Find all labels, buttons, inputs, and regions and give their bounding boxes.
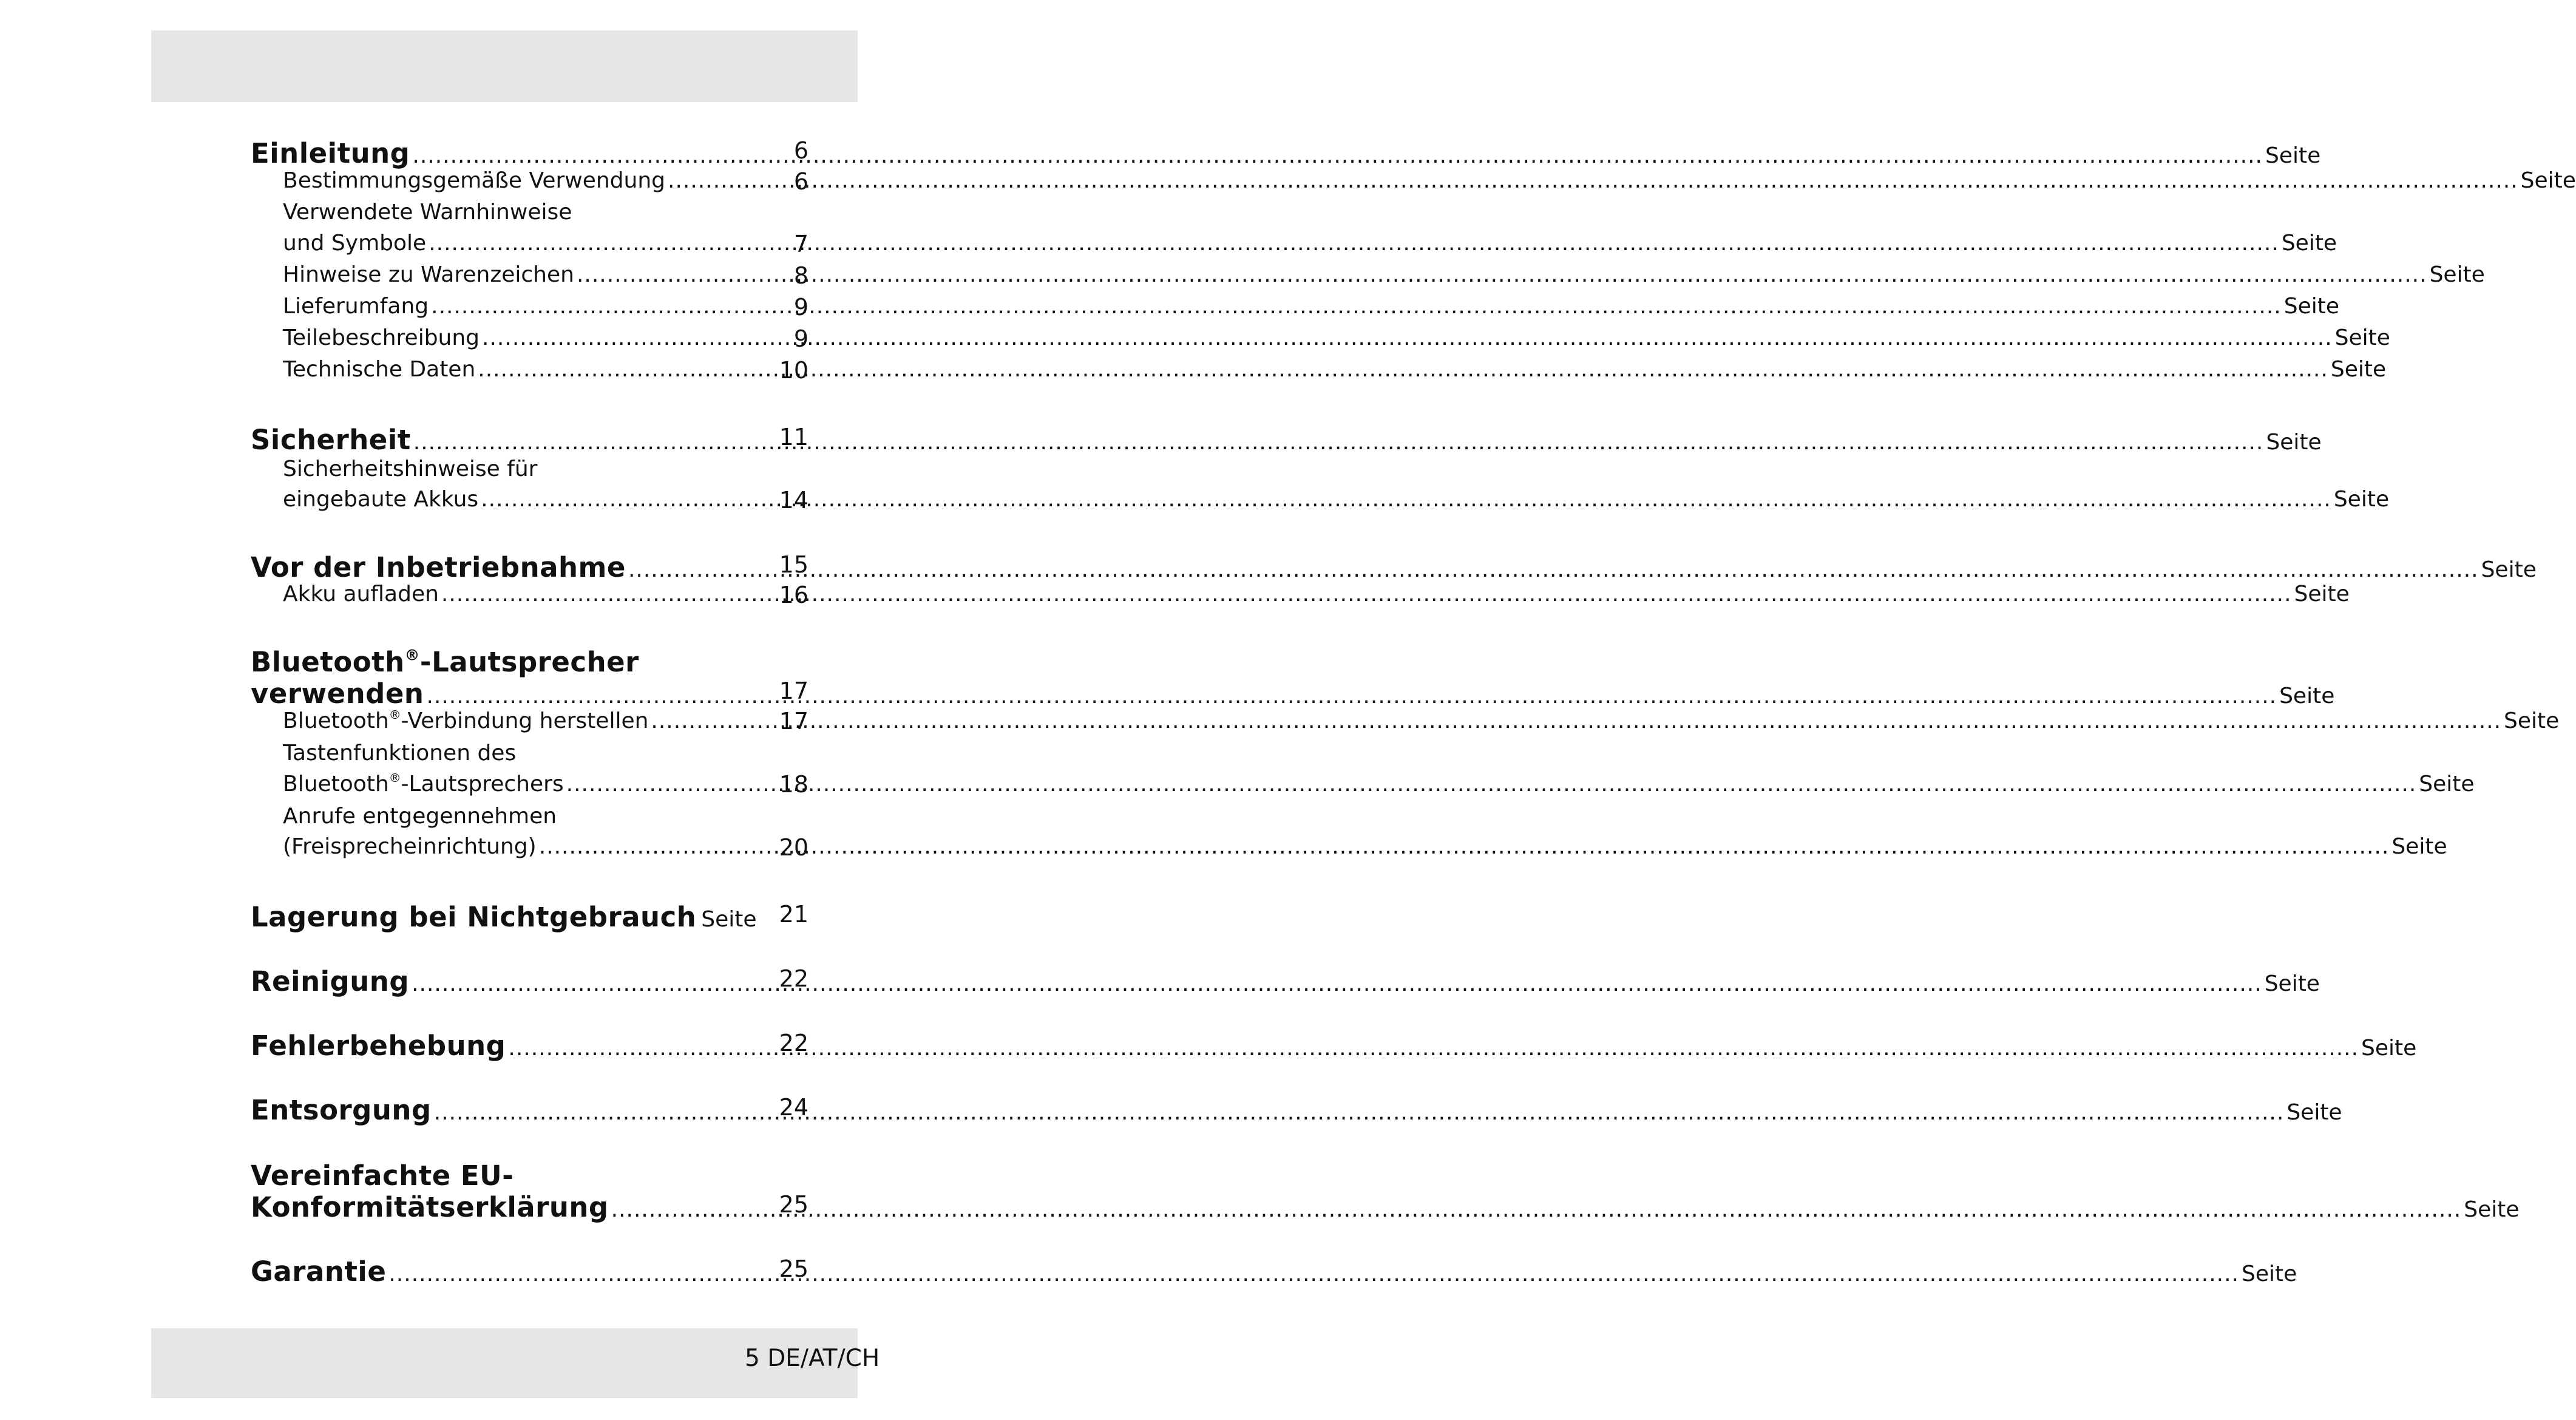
- toc-entry-warenzeichen[interactable]: [0, 262, 2485, 299]
- toc-seite-label: Seite: [2520, 168, 2576, 193]
- toc-page-number: 22: [779, 1030, 808, 1056]
- toc-seite-label: Seite: [2241, 1262, 2297, 1286]
- toc-entry-bluetooth-verbindung[interactable]: [0, 708, 2560, 744]
- toc-entry-lieferumfang[interactable]: [0, 294, 2340, 330]
- toc-entry-anrufe[interactable]: [0, 834, 2447, 871]
- toc-entry-tastenfunktionen[interactable]: [0, 771, 2475, 807]
- toc-seite-label: Seite: [2264, 971, 2320, 996]
- toc-title: Reinigung: [251, 965, 410, 997]
- toc-entry-text: Tastenfunktionen des: [283, 741, 517, 766]
- toc-page-number: 25: [779, 1255, 808, 1282]
- toc-leader-dots: [388, 1262, 2239, 1286]
- registered-mark: ®: [404, 646, 420, 664]
- toc-page-number: 10: [779, 357, 808, 384]
- page-number: 5 DE/AT/CH: [745, 1345, 880, 1372]
- toc-seite-label: Seite: [2481, 557, 2537, 582]
- toc-leader-dots: [426, 684, 2277, 708]
- toc-seite-label: Seite: [2266, 430, 2322, 455]
- toc-page-number: 8: [793, 262, 808, 289]
- toc-seite-label: Seite: [2330, 357, 2387, 382]
- toc-seite-label: Seite: [2361, 1036, 2417, 1061]
- toc-leader-dots: [628, 557, 2479, 582]
- toc-seite-label: Seite: [2391, 834, 2447, 859]
- toc-leader-dots: [413, 430, 2264, 455]
- toc-entry-text: Sicherheitshinweise für: [283, 457, 538, 481]
- toc-entry-entsorgung[interactable]: [0, 1094, 2342, 1130]
- toc-entry-text: Verwendete Warnhinweise: [283, 200, 572, 225]
- toc-entry-text: Anrufe entgegennehmen: [283, 804, 557, 829]
- toc-title: Hinweise zu Warenzeichen: [283, 262, 574, 287]
- toc-page-number: 21: [779, 901, 808, 928]
- toc-entry-konformitaet[interactable]: [0, 1191, 2520, 1228]
- toc-title: verwenden: [251, 678, 424, 710]
- toc-seite-label: Seite: [2279, 684, 2335, 708]
- toc-leader-dots: [412, 971, 2262, 996]
- toc-page-number: 11: [779, 424, 808, 450]
- toc-seite-label: Seite: [2504, 708, 2560, 733]
- header-band: [151, 30, 858, 102]
- toc-leader-dots: [651, 708, 2501, 733]
- toc-page-number: 9: [793, 325, 808, 352]
- toc-page-number: 17: [779, 708, 808, 735]
- toc-title: Lieferumfang: [283, 294, 429, 319]
- toc-entry-fehlerbehebung[interactable]: [0, 1030, 2417, 1066]
- toc-entry-lagerung[interactable]: [0, 901, 1004, 937]
- toc-page-number: 25: [779, 1191, 808, 1218]
- toc-seite-label: Seite: [2281, 231, 2337, 256]
- toc-page-number: 16: [779, 582, 808, 608]
- toc-leader-dots: [539, 834, 2390, 859]
- toc-page-number: 17: [779, 678, 808, 704]
- toc-title: Einleitung: [251, 137, 410, 169]
- toc-seite-label: Seite: [2419, 771, 2475, 797]
- toc-page-number: 6: [793, 168, 808, 195]
- registered-mark: ®: [388, 708, 401, 722]
- toc-leader-dots: [577, 262, 2427, 287]
- toc-leader-dots: [434, 1100, 2285, 1125]
- toc-seite-label: Seite: [2464, 1197, 2520, 1222]
- toc-page-number: 22: [779, 965, 808, 992]
- toc-seite-label: Seite: [2333, 487, 2390, 512]
- toc-title: Konformitätserklärung: [251, 1191, 609, 1223]
- toc-entry-teilebeschreibung[interactable]: [0, 325, 2390, 362]
- toc-title: Technische Daten: [283, 357, 476, 382]
- toc-title: Entsorgung: [251, 1094, 432, 1126]
- toc-title: Akku aufladen: [283, 582, 439, 606]
- toc-title: Garantie: [251, 1255, 387, 1288]
- toc-heading-bluetooth: [251, 646, 639, 678]
- title-part: -Lautsprechers: [401, 771, 564, 797]
- toc-entry-akku-aufladen[interactable]: [0, 582, 2350, 618]
- toc-title: (Freisprecheinrichtung): [283, 834, 537, 859]
- toc-leader-dots: [441, 582, 2292, 606]
- toc-leader-dots: [668, 168, 2518, 193]
- toc-entry-bestimmung[interactable]: [0, 168, 2576, 205]
- toc-leader-dots: [429, 231, 2279, 256]
- toc-title: und Symbole: [283, 231, 427, 256]
- toc-title: Lagerung bei Nichtgebrauch: [251, 901, 697, 933]
- heading-part: -Lautsprecher: [419, 646, 639, 678]
- toc-page-number: 24: [779, 1094, 808, 1121]
- toc-page-number: 14: [779, 487, 808, 514]
- toc-leader-dots: [431, 294, 2282, 319]
- toc-page-number: 7: [793, 231, 808, 257]
- toc-leader-dots: [611, 1197, 2462, 1222]
- toc-page-number: 20: [779, 834, 808, 861]
- toc-entry-garantie[interactable]: [0, 1255, 2297, 1292]
- toc-heading-eu: Vereinfachte EU-: [251, 1160, 514, 1192]
- title-part: Bluetooth: [283, 708, 389, 733]
- toc-entry-warnhinweise[interactable]: [0, 231, 2337, 267]
- toc-title: Bestimmungsgemäße Verwendung: [283, 168, 666, 193]
- toc-page-number: 15: [779, 551, 808, 578]
- title-part: Bluetooth: [283, 771, 389, 797]
- toc-entry-sicherheit[interactable]: [0, 424, 2322, 460]
- title-part: -Verbindung herstellen: [401, 708, 649, 733]
- toc-seite-label: Seite: [2429, 262, 2485, 287]
- toc-seite-label: Seite: [2286, 1100, 2342, 1125]
- toc-seite-label: Seite: [701, 907, 757, 932]
- toc-page-number: 9: [793, 294, 808, 321]
- toc-title: Fehlerbehebung: [251, 1030, 506, 1062]
- footer-band: [151, 1328, 880, 1398]
- toc-entry-technische-daten[interactable]: [0, 357, 2387, 393]
- toc-title: Sicherheit: [251, 424, 411, 456]
- toc-seite-label: Seite: [2334, 325, 2390, 350]
- toc-entry-akkus[interactable]: [0, 487, 2390, 523]
- heading-part: Bluetooth: [251, 646, 405, 678]
- toc-title: Vor der Inbetriebnahme: [251, 551, 626, 583]
- toc-seite-label: Seite: [2265, 143, 2321, 168]
- toc-page-number: 6: [793, 137, 808, 164]
- toc-title: eingebaute Akkus: [283, 487, 479, 512]
- toc-title: Teilebeschreibung: [283, 325, 480, 350]
- toc-entry-reinigung[interactable]: [0, 965, 2320, 1002]
- toc-seite-label: Seite: [2283, 294, 2340, 319]
- toc-page-number: 18: [779, 771, 808, 798]
- toc-seite-label: Seite: [2294, 582, 2350, 606]
- toc-leader-dots: [412, 143, 2263, 168]
- toc-title: [283, 771, 564, 797]
- registered-mark: ®: [388, 771, 401, 785]
- toc-leader-dots: [566, 772, 2417, 797]
- toc-title: [283, 708, 648, 733]
